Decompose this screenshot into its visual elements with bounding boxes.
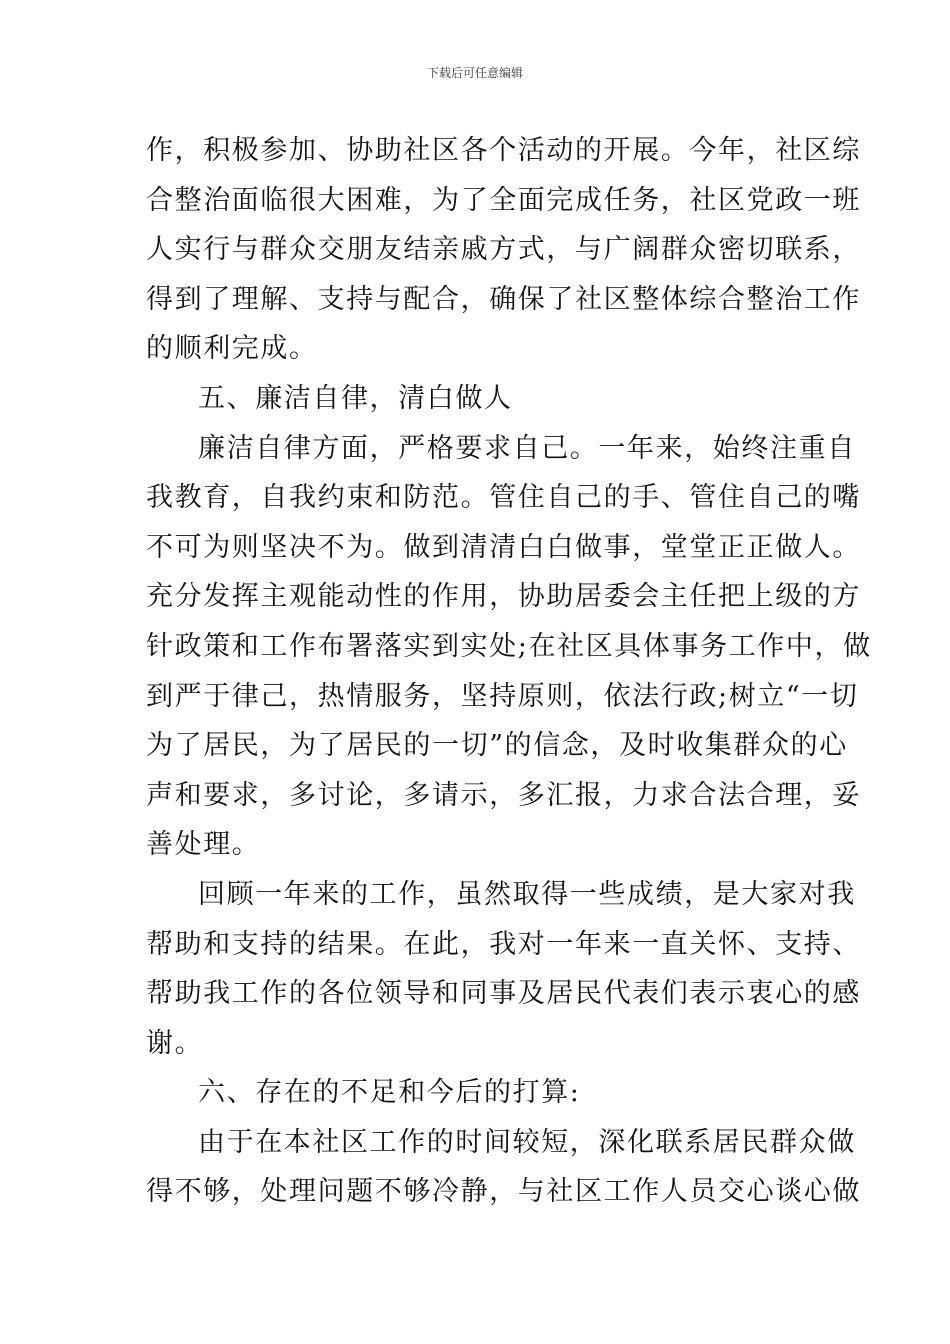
text-line: 帮助我工作的各位领导和同事及居民代表们表示衷心的感 <box>146 978 861 1010</box>
text-line: 充分发挥主观能动性的作用，协助居委会主任把上级的方 <box>146 581 861 613</box>
text-line: 廉洁自律方面，严格要求自己。一年来，始终注重自 <box>198 432 856 464</box>
text-line: 不可为则坚决不为。做到清清白白做事，堂堂正正做人。 <box>146 531 861 563</box>
page-header-note: 下载后可任意编辑 <box>426 66 523 80</box>
text-line: 谢。 <box>146 1027 204 1059</box>
text-line: 合整治面临很大困难，为了全面完成任务，社区党政一班 <box>146 184 861 216</box>
text-line: 回顾一年来的工作，虽然取得一些成绩，是大家对我 <box>198 878 856 910</box>
text-line: 为了居民，为了居民的一切”的信念，及时收集群众的心 <box>146 730 848 762</box>
text-line: 人实行与群众交朋友结亲戚方式，与广阔群众密切联系， <box>146 234 861 266</box>
text-line: 我教育，自我约束和防范。管住自己的手、管住自己的嘴 <box>146 482 861 514</box>
text-line: 到严于律己，热情服务，坚持原则，依法行政;树立“一切 <box>146 680 859 712</box>
text-line: 善处理。 <box>146 829 261 861</box>
document-body <box>146 126 872 1217</box>
section-heading: 五、廉洁自律，清白做人 <box>198 382 513 414</box>
text-line: 得到了理解、支持与配合，确保了社区整体综合整治工作 <box>146 283 861 315</box>
text-line: 作，积极参加、协助社区各个活动的开展。今年，社区综 <box>146 135 861 166</box>
text-line: 的顺利完成。 <box>146 333 318 365</box>
text-line: 由于在本社区工作的时间较短，深化联系居民群众做 <box>198 1126 856 1158</box>
text-line: 得不够，处理问题不够冷静，与社区工作人员交心谈心做 <box>146 1176 861 1208</box>
text-line: 声和要求，多讨论，多请示，多汇报，力求合法合理，妥 <box>146 779 861 811</box>
section-heading: 六、存在的不足和今后的打算: <box>198 1077 581 1109</box>
text-line: 针政策和工作布署落实到实处;在社区具体事务工作中，做 <box>146 630 872 662</box>
text-line: 帮助和支持的结果。在此，我对一年来一直关怀、支持、 <box>146 928 861 960</box>
